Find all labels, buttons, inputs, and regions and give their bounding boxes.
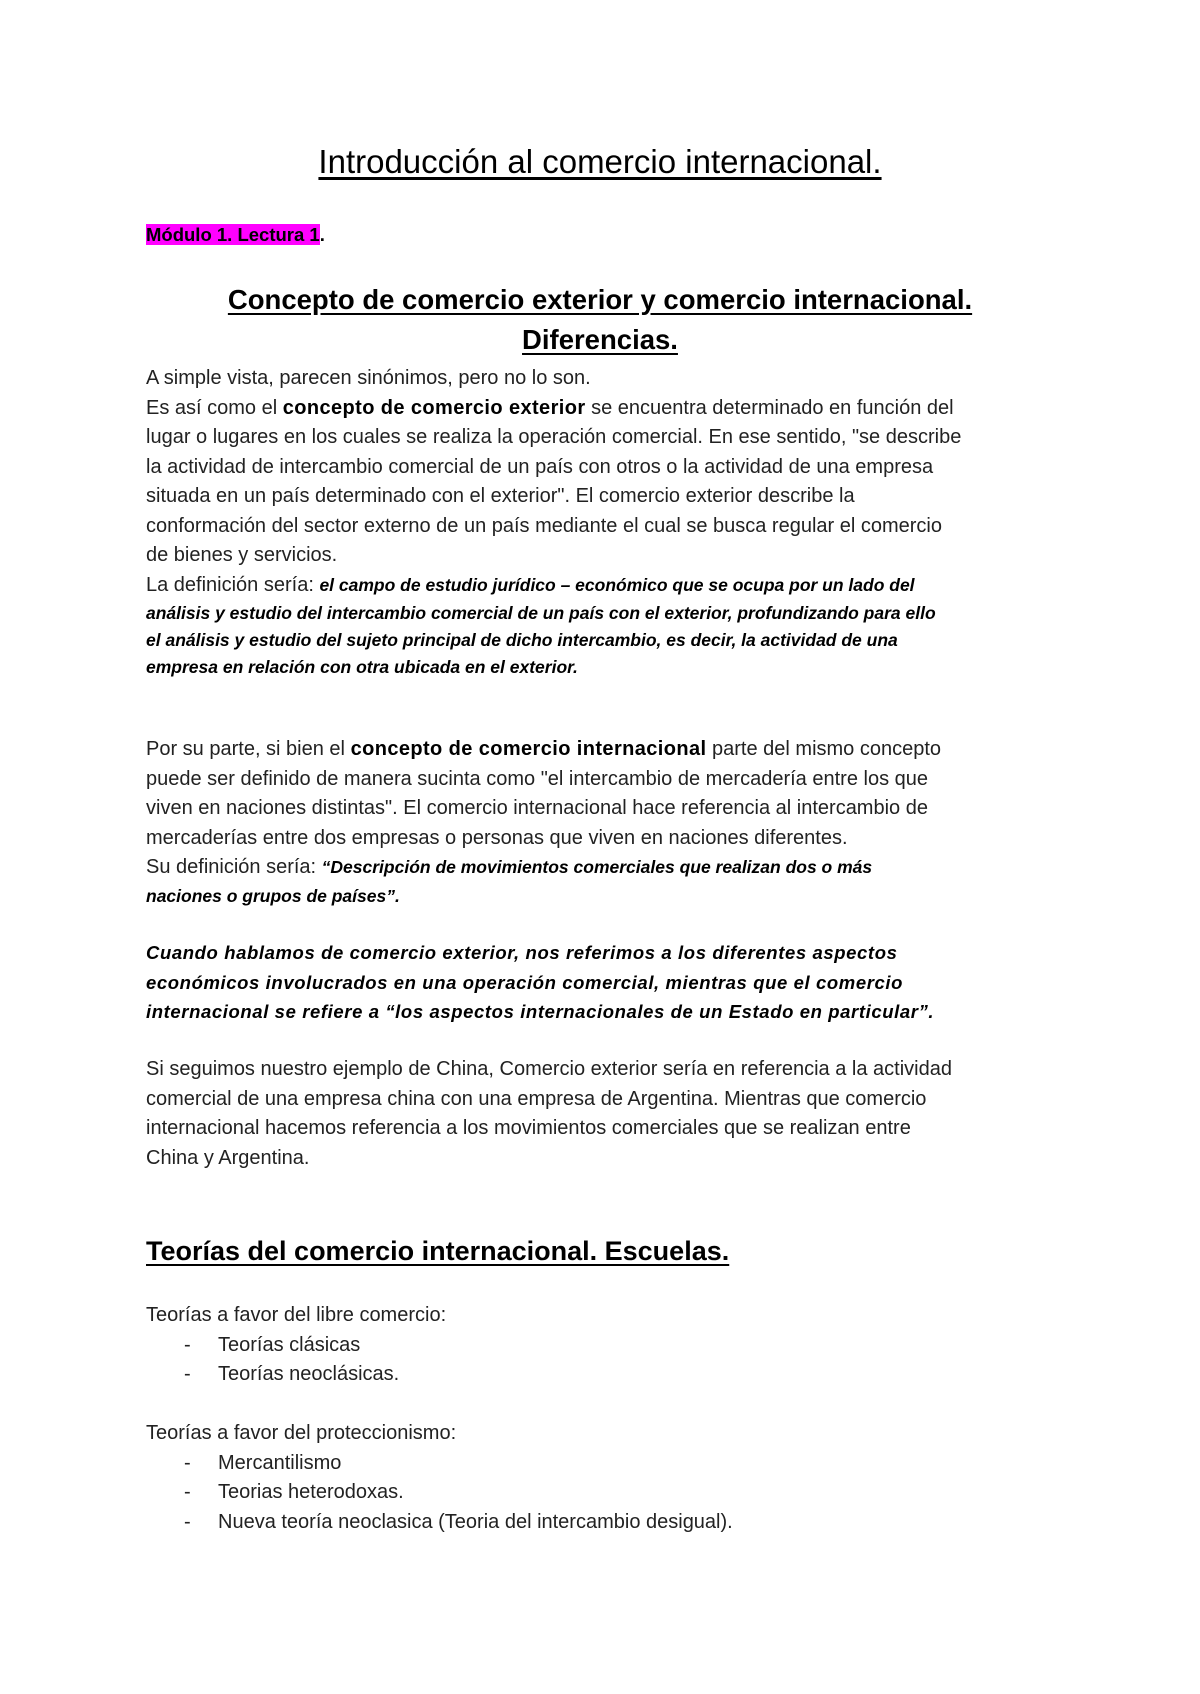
definition-line: naciones o grupos de países”. (146, 885, 400, 906)
list-item (146, 1360, 1076, 1390)
paragraph-comercio-internacional (146, 735, 1076, 910)
list-item (146, 1331, 1076, 1361)
document-title: Introducción al comercio internacional. (318, 143, 882, 180)
section-heading-concept (0, 280, 1200, 360)
bold-term-comercio-exterior: concepto de comercio exterior (282, 396, 586, 419)
definition-line (146, 853, 1076, 883)
conclusion-line: internacional se refiere a “los aspectos internacionales de un Estado en particular”. (146, 1001, 935, 1022)
text-line: Si seguimos nuestro ejemplo de China, Comercio exterior sería en referencia a la actividad (146, 1058, 952, 1080)
text-span: Por su parte, si bien el (146, 738, 351, 760)
list-item-text: Mercantilismo (218, 1451, 342, 1474)
text-line: puede ser definido de manera sucinta como "el intercambio de mercadería entre los que (146, 767, 928, 790)
module-suffix: . (319, 224, 325, 245)
text-line: China y Argentina. (146, 1146, 310, 1169)
module-highlight: Módulo 1. Lectura 1 (146, 224, 320, 245)
conclusion-paragraph (146, 938, 1076, 1027)
text-span: La definición sería: (146, 573, 320, 596)
text-line: comercial de una empresa china con una empresa de Argentina. Mientras que comercio (146, 1087, 927, 1110)
definition-text: “Descripción de movimientos comerciales que realizan dos o más (321, 857, 873, 877)
text-line: conformación del sector externo de un país mediante el cual se busca regular el comercio (146, 514, 942, 537)
text-span: Es así como el (146, 396, 283, 419)
bold-term-comercio-internacional: concepto de comercio internacional (350, 738, 707, 760)
module-label (146, 222, 325, 248)
text-line (146, 394, 1076, 424)
section-heading-line-2: Diferencias. (522, 324, 678, 355)
definition-line: análisis y estudio del intercambio comercial de un país con el exterior, profundizando para ello (146, 603, 936, 623)
list-item (146, 1508, 1076, 1538)
bullet-dash: - (184, 1481, 191, 1503)
text-span: Su definición sería: (146, 856, 322, 878)
bullet-dash: - (184, 1363, 191, 1385)
text-line: la actividad de intercambio comercial de un país con otros o la actividad de una empresa (146, 455, 934, 478)
text-span: se encuentra determinado en función del (585, 396, 954, 419)
paragraph-example-china (146, 1055, 1076, 1173)
list-label: Teorías a favor del proteccionismo: (146, 1422, 457, 1444)
definition-line: empresa en relación con otra ubicada en el exterior. (146, 657, 578, 677)
text-span: parte del mismo concepto (706, 738, 942, 760)
text-line: situada en un país determinado con el exterior". El comercio exterior describe la (146, 485, 855, 507)
definition-text: el campo de estudio jurídico – económico que se ocupa por un lado del (319, 574, 915, 595)
list-item-text: Nueva teoría neoclasica (Teoria del intercambio desigual). (218, 1510, 733, 1533)
conclusion-line: económicos involucrados en una operación comercial, mientras que el comercio (146, 971, 904, 993)
section-heading-theories: Teorías del comercio internacional. Escuelas. (146, 1236, 730, 1266)
text-line (146, 735, 1076, 765)
list-item-text: Teorías neoclásicas. (218, 1363, 400, 1385)
section-heading-line-1: Concepto de comercio exterior y comercio internacional. (227, 284, 973, 315)
list-item-text: Teorías clásicas (218, 1333, 361, 1356)
list-libre-comercio (146, 1301, 1076, 1390)
text-line: lugar o lugares en los cuales se realiza la operación comercial. En ese sentido, "se describe (146, 426, 962, 448)
bullet-dash: - (184, 1333, 191, 1356)
list-label: Teorías a favor del libre comercio: (146, 1304, 447, 1326)
text-line: viven en naciones distintas". El comercio internacional hace referencia al intercambio de (146, 797, 928, 819)
bullet-dash: - (184, 1510, 191, 1533)
list-proteccionismo (146, 1419, 1076, 1537)
definition-line: el análisis y estudio del sujeto principal de dicho intercambio, es decir, la actividad de una (146, 630, 898, 650)
list-item (146, 1478, 1076, 1508)
list-item-text: Teorias heterodoxas. (218, 1481, 404, 1503)
list-item (146, 1449, 1076, 1479)
conclusion-line: Cuando hablamos de comercio exterior, nos referimos a los diferentes aspectos (146, 942, 898, 963)
text-line: internacional hacemos referencia a los movimientos comerciales que se realizan entre (146, 1117, 911, 1139)
text-line: de bienes y servicios. (146, 544, 338, 566)
text-line: mercaderías entre dos empresas o personas que viven en naciones diferentes. (146, 826, 848, 849)
definition-line (146, 571, 1076, 601)
paragraph-comercio-exterior (146, 364, 1076, 681)
text-line: A simple vista, parecen sinónimos, pero no lo son. (146, 367, 591, 389)
bullet-dash: - (184, 1451, 191, 1474)
